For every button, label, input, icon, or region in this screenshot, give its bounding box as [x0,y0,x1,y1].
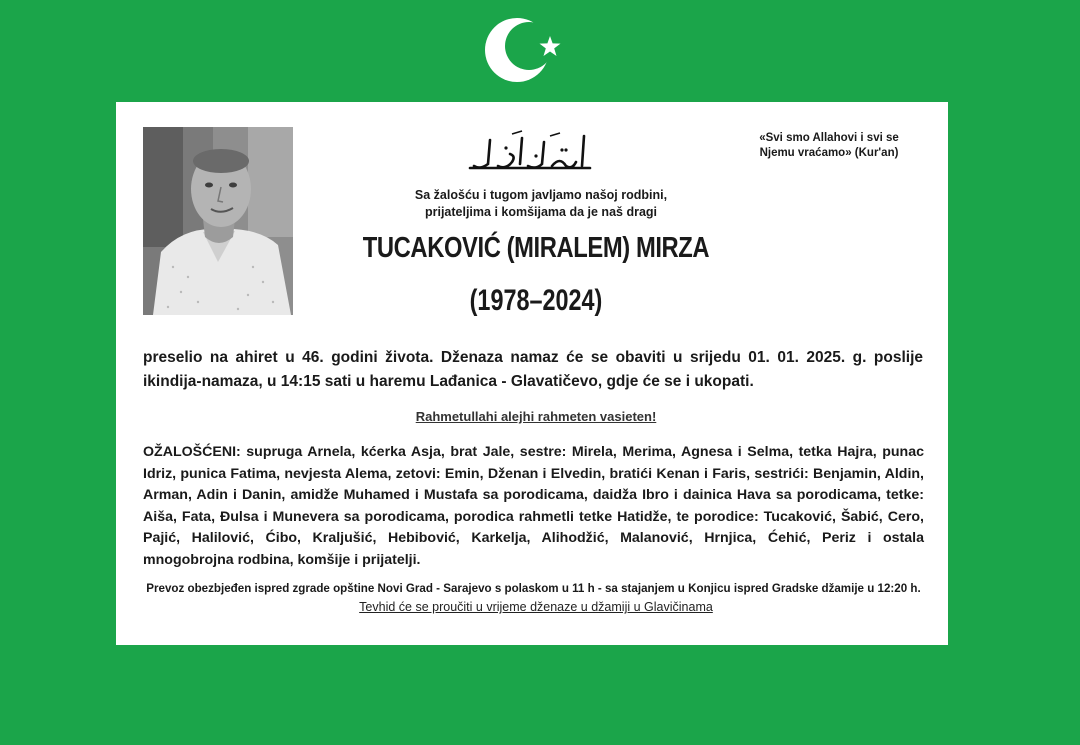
intro-line-2: prijateljima i komšijama da je naš dragi [424,205,658,219]
quote-line-2: Njemu vraćamo» (Kur'an) [759,147,899,159]
portrait-photo [143,127,293,315]
transport-note: Prevoz obezbjeđen ispred zgrade opštine Novi Grad - Sarajevo s polaskom u 11 h - sa stajanjem u Konjicu ispred Gradske džamije u 12:20 h. [146,582,921,595]
intro-text [341,187,741,221]
arabic-calligraphy-irtihal-icon [466,126,596,174]
crescent-star-icon [484,12,574,88]
prayer-line [296,409,776,424]
quote-line-1: «Svi smo Allahovi i svi se [759,132,899,144]
deceased-years: (1978–2024) [469,284,603,317]
intro-line-1: Sa žalošću i tugom javljamo našoj rodbini, [414,188,668,202]
quran-quote [726,131,932,161]
tevhid-note [296,600,776,614]
funeral-announcement: preselio na ahiret u 46. godini života. Dženaza namaz će se obaviti u srijedu 01. 01. 2025. g. poslije ikindija-namaza, u 14:15 sati u haremu Lađanica - Glavatičevo, gdje će se i ukopati. [143,349,923,390]
obituary-card [116,102,948,645]
mourners-list: OŽALOŠĆENI: supruga Arnela, kćerka Asja, brat Jale, sestre: Mirela, Merima, Agnesa i Selma, tetka Hajra, punac Idriz, punica Fatima, nevjesta Alema, zetovi: Emin, Dženan i Elvedin, bratići Kenan i Faris, sestrići: Benjamin, Aldin, Arman, Adin i Danin, amidže Muhamed i Mustafa sa porodicama, daidža Ibro i dainica Hava sa porodicama, tetke: Aiša, Fata, Đulsa i Munevera sa porodicama, porodica rahmetli tetke Hatidže, te porodice: Tucaković, Šabić, Cero, Pajić, Halilović, Ćibo, Kraljušić, Hebibović, Karkelja, Alihodžić, Malanović, Hrnjica, Ćehić, Periz i ostala mnogobrojna rodbina, komšije i prijatelji. [143,444,924,568]
tevhid-text: Tevhid će se proučiti u vrijeme dženaze u džamiji u Glavičinama [359,600,713,614]
deceased-name: TUCAKOVIĆ (MIRALEM) MIRZA [362,232,710,264]
prayer-text: Rahmetullahi alejhi rahmeten vasieten! [415,409,657,424]
